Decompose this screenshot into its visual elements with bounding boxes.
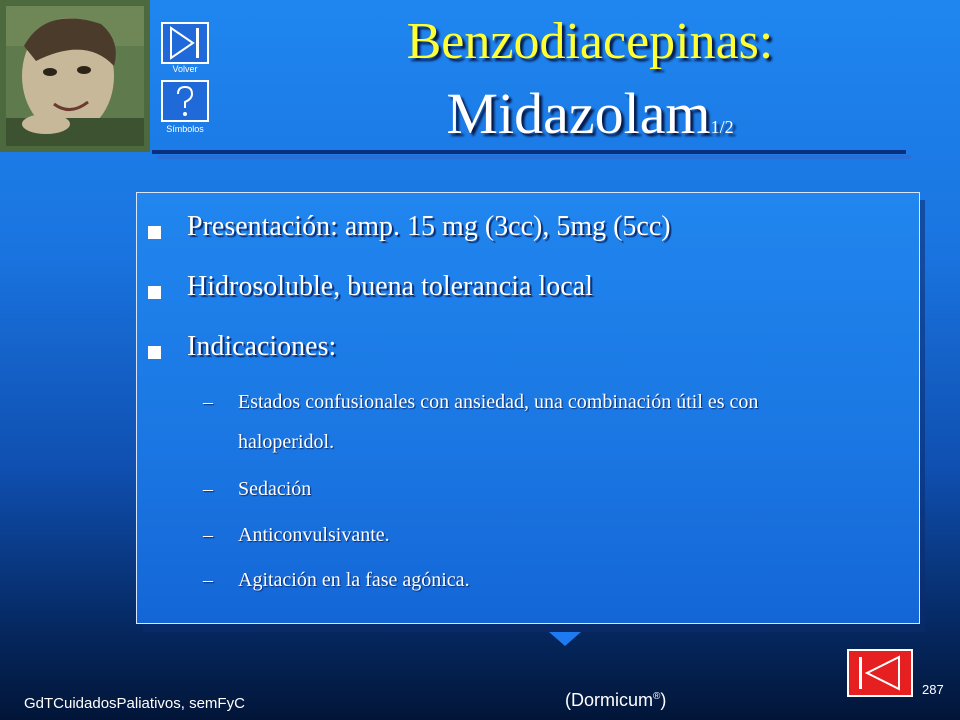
sub-item-text: Sedación: [238, 478, 312, 500]
bullet-text: Indicaciones:: [187, 331, 337, 362]
sub-item-dash: –: [203, 569, 213, 591]
bullet-square: [148, 226, 161, 239]
back-arrow-icon: [849, 651, 911, 695]
bullet-text: Presentación: amp. 15 mg (3cc), 5mg (5cc): [187, 211, 671, 242]
down-arrow-icon[interactable]: [549, 632, 581, 646]
title-subscript: 1/2: [710, 117, 734, 137]
bullet-square: [148, 346, 161, 359]
bullet-square: [148, 286, 161, 299]
page-number: 287: [922, 682, 944, 697]
volver-label: Volver: [172, 64, 198, 74]
simbolos-button[interactable]: [161, 80, 209, 122]
bullet-text: Hidrosoluble, buena tolerancia local: [187, 271, 593, 302]
volver-button[interactable]: [161, 22, 209, 64]
sub-item-dash: –: [203, 478, 213, 500]
sub-item-text: Anticonvulsivante.: [238, 524, 390, 546]
sub-item-dash: –: [203, 391, 213, 413]
footer-brand-name: [565, 690, 666, 711]
back-button[interactable]: [847, 649, 913, 697]
portrait-image: [0, 0, 150, 152]
title-line-2: [360, 80, 820, 147]
question-mark-icon: [163, 82, 207, 120]
sub-item-text: Estados confusionales con ansiedad, una combinación útil es con: [238, 391, 759, 413]
brand-name-text: (Dormicum: [565, 690, 653, 710]
footer-credit: GdTCuidadosPaliativos, semFyC: [24, 695, 245, 712]
face-illustration: [6, 6, 144, 146]
simbolos-label: Símbolos: [166, 124, 204, 134]
registered-mark: ®: [653, 691, 661, 702]
sub-item-text: Agitación en la fase agónica.: [238, 569, 470, 591]
content-box: [136, 192, 920, 624]
play-forward-icon: [163, 24, 207, 62]
sub-item-dash: –: [203, 524, 213, 546]
sub-item-text-continuation: haloperidol.: [238, 431, 335, 453]
title-underline: [152, 150, 906, 154]
title-line-1: Benzodiacepinas:: [406, 13, 774, 70]
title-main: Midazolam: [446, 81, 711, 146]
brand-name-close: ): [660, 690, 667, 710]
